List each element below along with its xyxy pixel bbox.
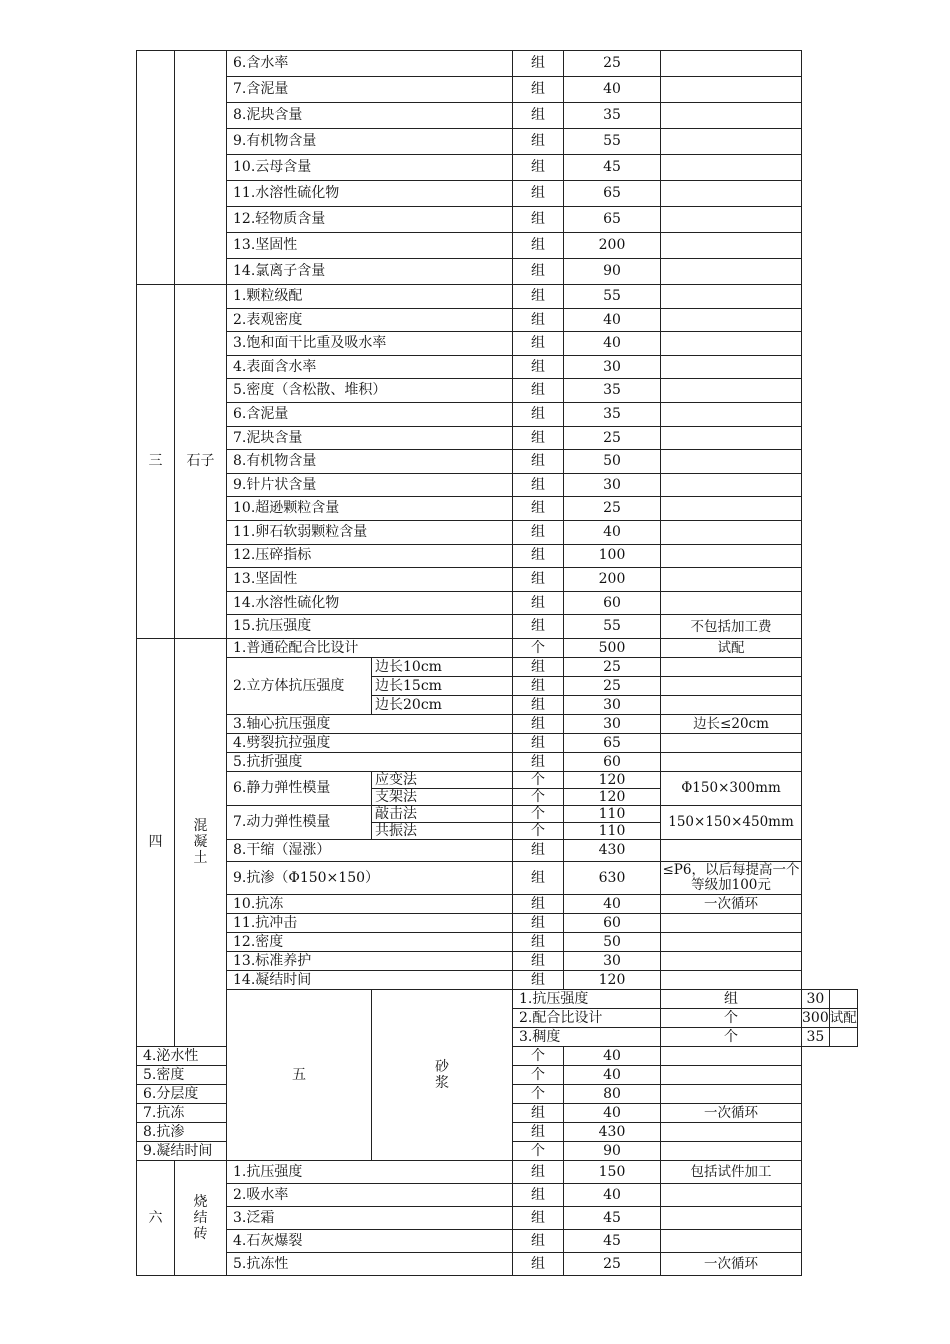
item-name: 10.抗冻 [227, 894, 513, 913]
item-name: 4.泌水性 [137, 1046, 227, 1065]
table-row [137, 861, 858, 894]
price: 65 [564, 181, 661, 207]
table-row [137, 155, 858, 181]
price: 300 [802, 1009, 829, 1026]
price: 40 [564, 77, 661, 103]
remark [661, 155, 802, 181]
remark [661, 285, 802, 309]
price: 50 [564, 450, 661, 474]
unit: 组 [513, 894, 564, 913]
price: 60 [564, 591, 661, 615]
item-name: 2.配合比设计 [513, 1008, 661, 1027]
item-name: 8.干缩（湿涨） [227, 839, 513, 861]
unit: 组 [513, 1122, 564, 1141]
unit: 组 [513, 1160, 564, 1183]
table-row [137, 473, 858, 497]
price: 80 [564, 1084, 661, 1103]
price: 90 [564, 259, 661, 285]
price: 430 [564, 839, 661, 861]
unit: 组 [513, 426, 564, 450]
unit: 组 [513, 1103, 564, 1122]
item-name: 13.标准养护 [227, 951, 513, 970]
unit: 个 [513, 788, 564, 805]
table-row [137, 259, 858, 285]
price: 30 [564, 695, 661, 714]
remark [661, 450, 802, 474]
table-row [137, 1183, 858, 1206]
price: 40 [564, 1065, 661, 1084]
table-row [137, 129, 858, 155]
unit: 组 [513, 355, 564, 379]
item-name: 14.凝结时间 [227, 970, 513, 989]
table-row [137, 544, 858, 568]
item-name: 6.含泥量 [227, 402, 513, 426]
item-name: 9.针片状含量 [227, 473, 513, 497]
remark [661, 951, 802, 970]
price-table [136, 50, 858, 1276]
remark: 边长≤20cm [661, 714, 802, 733]
item-name: 2.吸水率 [227, 1183, 513, 1206]
table-row [137, 989, 858, 1008]
item-name: 1.普通砼配合比设计 [227, 638, 513, 657]
table-row [137, 520, 858, 544]
table-row [137, 355, 858, 379]
price: 40 [564, 894, 661, 913]
remark [661, 1046, 802, 1065]
item-name: 15.抗压强度 [227, 615, 513, 639]
remark [661, 402, 802, 426]
unit: 组 [513, 181, 564, 207]
remark [661, 695, 802, 714]
remark [661, 1229, 802, 1252]
price: 30 [802, 989, 830, 1008]
price: 110 [564, 822, 661, 839]
item-name: 9.凝结时间 [137, 1141, 227, 1160]
unit: 组 [513, 497, 564, 521]
table-row [137, 1252, 858, 1275]
price: 60 [564, 752, 661, 771]
remark: 不包括加工费 [661, 615, 802, 639]
item-name: 11.卵石软弱颗粒含量 [227, 520, 513, 544]
item-name: 2.立方体抗压强度 [227, 657, 372, 714]
section-name: 石子 [175, 285, 227, 639]
sub-item: 敲击法 [372, 805, 513, 822]
price: 60 [564, 913, 661, 932]
unit: 组 [513, 77, 564, 103]
item-name: 10.云母含量 [227, 155, 513, 181]
price: 40 [564, 332, 661, 356]
sub-item: 边长20cm [372, 695, 513, 714]
section-number: 四 [137, 638, 175, 1046]
unit: 组 [513, 695, 564, 714]
item-name: 10.超逊颗粒含量 [227, 497, 513, 521]
item-name: 7.泥块含量 [227, 426, 513, 450]
unit: 组 [513, 103, 564, 129]
unit: 组 [513, 285, 564, 309]
unit: 组 [513, 970, 564, 989]
sub-item: 边长15cm [372, 676, 513, 695]
sub-item: 边长10cm [372, 657, 513, 676]
table-row [137, 951, 858, 970]
item-name: 8.有机物含量 [227, 450, 513, 474]
item-name: 1.颗粒级配 [227, 285, 513, 309]
table-row [137, 733, 858, 752]
unit: 组 [513, 207, 564, 233]
unit: 个 [513, 805, 564, 822]
remark [661, 77, 802, 103]
price: 50 [564, 932, 661, 951]
table-row [137, 1206, 858, 1229]
price: 40 [564, 1103, 661, 1122]
price: 25 [564, 51, 661, 77]
remark [661, 181, 802, 207]
remark [661, 129, 802, 155]
item-name: 5.密度 [137, 1065, 227, 1084]
unit: 组 [513, 951, 564, 970]
section-number-cell [137, 51, 175, 285]
table-row [137, 894, 858, 913]
item-name: 7.动力弹性模量 [227, 805, 372, 839]
table-row [137, 332, 858, 356]
section-name: 混 凝 土 [175, 638, 227, 1046]
remark: 包括试件加工 [661, 1160, 802, 1183]
item-name: 11.水溶性硫化物 [227, 181, 513, 207]
item-name: 5.抗冻性 [227, 1252, 513, 1275]
table-row [137, 913, 858, 932]
table-row [137, 839, 858, 861]
table-row [137, 285, 858, 309]
item-name: 3.饱和面干比重及吸水率 [227, 332, 513, 356]
unit: 个 [513, 822, 564, 839]
item-name: 5.抗折强度 [227, 752, 513, 771]
price: 45 [564, 1206, 661, 1229]
remark [661, 913, 802, 932]
unit: 组 [513, 568, 564, 592]
table-row [137, 426, 858, 450]
item-name: 8.抗渗 [137, 1122, 227, 1141]
price: 25 [564, 657, 661, 676]
remark [661, 497, 802, 521]
table-row [137, 752, 858, 771]
item-name: 1.抗压强度 [513, 989, 661, 1008]
item-name: 8.泥块含量 [227, 103, 513, 129]
table-row [137, 207, 858, 233]
table-row [137, 402, 858, 426]
remark: 一次循环 [661, 894, 802, 913]
remark [661, 308, 802, 332]
table-row [137, 77, 858, 103]
unit: 个 [513, 1065, 564, 1084]
table-row [137, 497, 858, 521]
price: 40 [564, 1046, 661, 1065]
item-name: 7.抗冻 [137, 1103, 227, 1122]
remark [661, 473, 802, 497]
item-name: 9.抗渗（Φ150×150） [227, 861, 513, 894]
price: 30 [564, 473, 661, 497]
table-row [137, 970, 858, 989]
table-row [137, 51, 858, 77]
item-name: 7.含泥量 [227, 77, 513, 103]
remark [661, 839, 802, 861]
unit: 组 [513, 714, 564, 733]
remark [661, 103, 802, 129]
item-name: 4.劈裂抗拉强度 [227, 733, 513, 752]
item-name: 6.静力弹性模量 [227, 771, 372, 805]
item-name: 12.轻物质含量 [227, 207, 513, 233]
item-name: 6.含水率 [227, 51, 513, 77]
remark [661, 932, 802, 951]
price: 45 [564, 155, 661, 181]
price: 500 [564, 638, 661, 657]
remark [661, 676, 802, 695]
table-row [137, 638, 858, 657]
price: 200 [564, 233, 661, 259]
remark [661, 379, 802, 403]
table-row [137, 657, 858, 676]
item-name: 12.压碎指标 [227, 544, 513, 568]
unit: 组 [513, 1183, 564, 1206]
price: 25 [564, 426, 661, 450]
price: 35 [802, 1027, 830, 1046]
item-name: 12.密度 [227, 932, 513, 951]
remark [829, 1027, 857, 1046]
unit: 组 [513, 259, 564, 285]
item-name: 13.坚固性 [227, 568, 513, 592]
price: 40 [564, 520, 661, 544]
remark [661, 259, 802, 285]
item-name: 4.表面含水率 [227, 355, 513, 379]
price: 90 [564, 1141, 661, 1160]
item-name: 14.氯离子含量 [227, 259, 513, 285]
price: 45 [564, 1229, 661, 1252]
price: 40 [564, 1183, 661, 1206]
price: 150 [564, 1160, 661, 1183]
unit: 个 [513, 1084, 564, 1103]
price: 35 [564, 402, 661, 426]
section-name: 砂 浆 [372, 989, 513, 1160]
unit: 组 [513, 450, 564, 474]
price: 25 [564, 676, 661, 695]
unit: 组 [513, 51, 564, 77]
remark [829, 989, 857, 1008]
price: 25 [564, 497, 661, 521]
price: 35 [564, 379, 661, 403]
remark [661, 752, 802, 771]
item-name: 14.水溶性硫化物 [227, 591, 513, 615]
section-name: 烧 结 砖 [175, 1160, 227, 1275]
remark [661, 568, 802, 592]
table-row [137, 771, 858, 788]
table-row [137, 308, 858, 332]
table-row [137, 450, 858, 474]
remark: 150×150×450mm [661, 805, 802, 839]
remark: Φ150×300mm [661, 771, 802, 805]
table-row [137, 568, 858, 592]
price: 200 [564, 568, 661, 592]
section-number: 六 [137, 1160, 175, 1275]
unit: 组 [513, 861, 564, 894]
item-name: 11.抗冲击 [227, 913, 513, 932]
table-row [137, 103, 858, 129]
remark: 一次循环 [661, 1252, 802, 1275]
price: 55 [564, 615, 661, 639]
remark [661, 426, 802, 450]
unit: 组 [513, 932, 564, 951]
table-row [137, 1229, 858, 1252]
remark [661, 1084, 802, 1103]
section-number: 三 [137, 285, 175, 639]
price: 30 [564, 714, 661, 733]
remark [661, 332, 802, 356]
remark [661, 733, 802, 752]
unit: 个 [661, 1027, 802, 1046]
unit: 组 [513, 615, 564, 639]
remark [661, 1206, 802, 1229]
remark [661, 1141, 802, 1160]
unit: 组 [513, 1252, 564, 1275]
unit: 组 [513, 233, 564, 259]
price: 25 [564, 1252, 661, 1275]
item-name: 3.泛霜 [227, 1206, 513, 1229]
price: 120 [564, 771, 661, 788]
sub-item: 应变法 [372, 771, 513, 788]
price: 30 [564, 355, 661, 379]
price: 430 [564, 1122, 661, 1141]
table-row [137, 932, 858, 951]
remark [661, 591, 802, 615]
remark [661, 544, 802, 568]
item-name: 2.表观密度 [227, 308, 513, 332]
unit: 组 [513, 913, 564, 932]
unit: 组 [513, 1206, 564, 1229]
unit: 组 [513, 155, 564, 181]
table-row [137, 181, 858, 207]
unit: 组 [513, 520, 564, 544]
unit: 组 [513, 379, 564, 403]
unit: 组 [513, 332, 564, 356]
unit: 组 [513, 402, 564, 426]
remark [661, 207, 802, 233]
unit: 组 [513, 544, 564, 568]
unit: 个 [513, 1141, 564, 1160]
unit: 组 [513, 752, 564, 771]
item-name: 3.稠度 [513, 1027, 661, 1046]
unit: 组 [513, 1229, 564, 1252]
remark [661, 1065, 802, 1084]
unit: 组 [513, 129, 564, 155]
remark [661, 1183, 802, 1206]
item-name: 1.抗压强度 [227, 1160, 513, 1183]
unit: 组 [513, 308, 564, 332]
unit: 个 [513, 771, 564, 788]
price: 65 [564, 207, 661, 233]
item-name: 9.有机物含量 [227, 129, 513, 155]
item-name: 5.密度（含松散、堆积） [227, 379, 513, 403]
sub-item: 共振法 [372, 822, 513, 839]
price: 40 [564, 308, 661, 332]
unit: 组 [513, 591, 564, 615]
unit: 组 [513, 733, 564, 752]
remark [661, 657, 802, 676]
unit: 组 [513, 657, 564, 676]
remark: 试配 [661, 638, 802, 657]
unit: 组 [661, 989, 802, 1008]
price: 120 [564, 788, 661, 805]
unit: 组 [513, 676, 564, 695]
remark [661, 51, 802, 77]
table-row [137, 1160, 858, 1183]
remark [661, 355, 802, 379]
section-number: 五 [227, 989, 372, 1160]
item-name: 13.坚固性 [227, 233, 513, 259]
section-name-cell [175, 51, 227, 285]
table-row [137, 805, 858, 822]
remark: 试配 [829, 1009, 857, 1026]
price: 630 [564, 861, 661, 894]
unit: 个 [661, 1008, 802, 1027]
remark [661, 233, 802, 259]
item-name: 6.分层度 [137, 1084, 227, 1103]
price: 110 [564, 805, 661, 822]
table-row [137, 233, 858, 259]
price: 35 [564, 103, 661, 129]
table-row [137, 615, 858, 639]
price: 120 [564, 970, 661, 989]
unit: 组 [513, 839, 564, 861]
price: 65 [564, 733, 661, 752]
table-row [137, 714, 858, 733]
price: 55 [564, 129, 661, 155]
price: 100 [564, 544, 661, 568]
unit: 个 [513, 638, 564, 657]
remark [661, 970, 802, 989]
price: 30 [564, 951, 661, 970]
remark [661, 520, 802, 544]
sub-item: 支架法 [372, 788, 513, 805]
table-row [137, 379, 858, 403]
unit: 个 [513, 1046, 564, 1065]
table-row [137, 591, 858, 615]
item-name: 3.轴心抗压强度 [227, 714, 513, 733]
unit: 组 [513, 473, 564, 497]
price: 55 [564, 285, 661, 309]
item-name: 4.石灰爆裂 [227, 1229, 513, 1252]
remark: 一次循环 [661, 1103, 802, 1122]
remark: ≤P6，以后每提高一个等级加100元 [661, 861, 802, 894]
remark [661, 1122, 802, 1141]
